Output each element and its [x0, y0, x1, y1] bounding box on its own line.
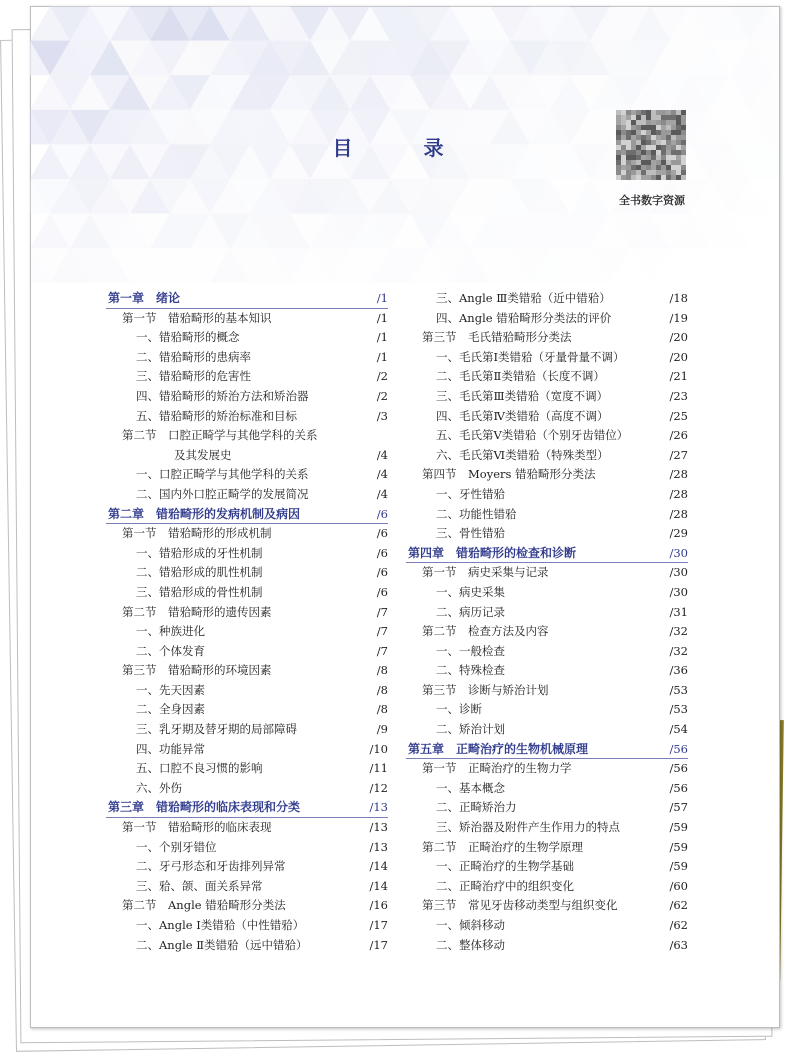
- toc-entry-page: /21: [669, 369, 688, 384]
- toc-entry-title: 第二章 错𬌗畸形的发病机制及病因: [108, 506, 301, 521]
- toc-entry-title: 一、一般检查: [436, 643, 505, 658]
- toc-entry-page: /32: [669, 643, 688, 658]
- toc-entry-page: /14: [369, 878, 388, 893]
- toc-item-row[interactable]: [106, 563, 388, 583]
- toc-section-row[interactable]: [106, 896, 388, 916]
- toc-item-row[interactable]: [406, 642, 688, 662]
- toc-section-row[interactable]: [406, 465, 688, 485]
- toc-section-row[interactable]: [106, 603, 388, 623]
- toc-entry-title: 第二节 口腔正畸学与其他学科的关系: [122, 428, 318, 443]
- toc-entry-title: 一、错𬌗畸形的概念: [136, 330, 240, 345]
- toc-item-row[interactable]: [106, 348, 388, 368]
- toc-item-row[interactable]: [406, 857, 688, 877]
- toc-item-row[interactable]: [106, 642, 388, 662]
- toc-entry-title: 一、个别牙错位: [136, 839, 217, 854]
- toc-entry-page: /4: [376, 467, 388, 482]
- toc-entry-page: /2: [376, 369, 388, 384]
- toc-entry-title: 二、特殊检查: [436, 663, 505, 678]
- toc-entry-title: 二、矫治计划: [436, 722, 505, 737]
- toc-item-row[interactable]: [406, 407, 688, 427]
- toc-entry-page: /20: [669, 330, 688, 345]
- toc-entry-page: /14: [369, 859, 388, 874]
- qr-label: 全书数字资源: [619, 194, 685, 207]
- toc-entry-page: /8: [376, 682, 388, 697]
- toc-item-row[interactable]: [406, 779, 688, 799]
- toc-entry-page: /8: [376, 663, 388, 678]
- toc-entry-page: /13: [369, 820, 388, 835]
- toc-entry-page: /29: [669, 526, 688, 541]
- toc-entry-title: 二、毛氏第Ⅱ类错𬌗（长度不调）: [436, 369, 605, 384]
- toc-entry-title: 第二节 正畸治疗的生物学原理: [422, 839, 583, 854]
- toc-entry-title: 一、诊断: [436, 702, 482, 717]
- toc-entry-title: 六、外伤: [136, 780, 182, 795]
- toc-entry-title: 二、全身因素: [136, 702, 205, 717]
- toc-entry-page: /27: [669, 447, 688, 462]
- toc-entry-title: 五、错𬌗畸形的矫治标准和目标: [136, 408, 297, 423]
- toc-entry-title: 第四节 Moyers 错𬌗畸形分类法: [422, 467, 596, 482]
- toc-entry-title: 第四章 错𬌗畸形的检查和诊断: [408, 545, 577, 560]
- toc-entry-title: 第三节 错𬌗畸形的环境因素: [122, 663, 272, 678]
- toc-entry-page: /56: [669, 741, 688, 756]
- toc-item-row[interactable]: [406, 309, 688, 329]
- toc-entry-page: /30: [669, 565, 688, 580]
- toc-entry-title: 第三章 错𬌗畸形的临床表现和分类: [108, 800, 301, 815]
- toc-item-row[interactable]: [406, 505, 688, 525]
- toc-entry-page: /16: [369, 898, 388, 913]
- toc-entry-title: 第一节 错𬌗畸形的临床表现: [122, 820, 272, 835]
- qr-code-icon[interactable]: [616, 110, 686, 180]
- toc-item-row[interactable]: [106, 857, 388, 877]
- toc-item-row[interactable]: [106, 328, 388, 348]
- toc-entry-page: /9: [376, 722, 388, 737]
- toc-entry-title: 三、错𬌗畸形的危害性: [136, 369, 251, 384]
- toc-entry-title: 及其发展史: [174, 447, 232, 462]
- toc-entry-title: 第一节 错𬌗畸形的形成机制: [122, 526, 272, 541]
- toc-item-row[interactable]: [406, 387, 688, 407]
- toc-item-row[interactable]: [106, 877, 388, 897]
- toc-entry-page: /59: [669, 820, 688, 835]
- toc-entry-title: 一、基本概念: [436, 780, 505, 795]
- toc-entry-page: /1: [376, 291, 388, 305]
- toc-entry-page: /6: [376, 584, 388, 599]
- toc-item-row[interactable]: [106, 485, 388, 505]
- toc-entry-page: /4: [376, 447, 388, 462]
- toc-entry-title: 二、错𬌗形成的肌性机制: [136, 565, 263, 580]
- toc-entry-title: 一、Angle Ⅰ类错𬌗（中性错𬌗）: [136, 918, 305, 932]
- toc-chapter-row[interactable]: [106, 505, 388, 525]
- toc-section-row[interactable]: [406, 896, 688, 916]
- toc-entry-title: 第一节 正畸治疗的生物力学: [422, 761, 572, 776]
- toc-item-row[interactable]: [106, 759, 388, 779]
- toc-entry-page: /8: [376, 702, 388, 717]
- toc-entry-page: /2: [376, 388, 388, 403]
- toc-item-row[interactable]: [406, 603, 688, 623]
- toc-entry-page: /6: [376, 565, 388, 580]
- toc-item-row[interactable]: [406, 289, 688, 309]
- toc-entry-title: 一、先天因素: [136, 682, 205, 697]
- toc-entry-title: 第三节 毛氏错𬌗畸形分类法: [422, 330, 572, 345]
- toc-item-row[interactable]: [106, 838, 388, 858]
- toc-entry-page: /20: [669, 349, 688, 364]
- toc-entry-title: 二、病历记录: [436, 604, 505, 619]
- page-title-text: 目 录: [332, 136, 476, 160]
- toc-entry-page: /1: [376, 310, 388, 325]
- toc-item-row[interactable]: [106, 720, 388, 740]
- toc-entry-page: /28: [669, 506, 688, 521]
- toc-entry-page: /1: [376, 349, 388, 364]
- toc-entry-page: /11: [369, 761, 388, 776]
- toc-entry-title: 第一章 绪论: [108, 291, 181, 305]
- toc-left-column: [106, 289, 388, 955]
- toc-entry-page: /56: [669, 780, 688, 795]
- toc-entry-page: /19: [669, 310, 688, 325]
- toc-item-row[interactable]: [106, 387, 388, 407]
- toc-entry-page: /28: [669, 467, 688, 482]
- toc-entry-page: /6: [376, 545, 388, 560]
- toc-entry-title: 五、口腔不良习惯的影响: [136, 761, 263, 776]
- toc-entry-title: 第五章 正畸治疗的生物机械原理: [408, 741, 589, 756]
- toc-entry-page: /23: [669, 388, 688, 403]
- toc-entry-title: 一、种族进化: [136, 624, 205, 639]
- toc-entry-page: /57: [669, 800, 688, 815]
- toc-entry-title: 一、倾斜移动: [436, 918, 505, 932]
- toc-entry-page: /26: [669, 428, 688, 443]
- toc-entry-page: /59: [669, 859, 688, 874]
- toc-item-row[interactable]: [106, 465, 388, 485]
- toc-item-row[interactable]: [106, 681, 388, 701]
- toc-page: [30, 6, 778, 1026]
- toc-item-row[interactable]: [406, 524, 688, 544]
- toc-entry-page: /53: [669, 702, 688, 717]
- toc-section-row[interactable]: [106, 661, 388, 681]
- toc-section-row[interactable]: [406, 681, 688, 701]
- toc-entry-page: /30: [669, 545, 688, 560]
- toc-entry-title: 第二节 检查方法及内容: [422, 624, 549, 639]
- toc-section-row[interactable]: [106, 524, 388, 544]
- toc-entry-page: /17: [369, 918, 388, 932]
- toc-entry-title: 四、毛氏第Ⅳ类错𬌗（高度不调）: [436, 408, 609, 423]
- toc-entry-page: /30: [669, 584, 688, 599]
- toc-entry-title: 三、矫治器及附件产生作用力的特点: [436, 820, 620, 835]
- toc-entry-page: /32: [669, 624, 688, 639]
- toc-entry-page: /62: [669, 898, 688, 913]
- toc-entry-page: /60: [669, 878, 688, 893]
- toc-item-row[interactable]: [106, 779, 388, 799]
- toc-item-row[interactable]: [106, 916, 388, 936]
- toc-section-row[interactable]: [406, 622, 688, 642]
- toc-entry-title: 三、骨性错𬌗: [436, 526, 505, 541]
- toc-entry-title: 六、毛氏第Ⅵ类错𬌗（特殊类型）: [436, 447, 609, 462]
- toc-entry-page: /28: [669, 486, 688, 501]
- toc-entry-title: 二、错𬌗畸形的患病率: [136, 349, 251, 364]
- toc-item-row[interactable]: [406, 936, 688, 956]
- toc-entry-page: /25: [669, 408, 688, 423]
- toc-item-row[interactable]: [106, 544, 388, 564]
- toc-item-row[interactable]: [406, 426, 688, 446]
- toc-entry-title: 一、正畸治疗的生物学基础: [436, 859, 574, 874]
- toc-entry-page: /3: [376, 408, 388, 423]
- toc-entry-title: 四、功能异常: [136, 741, 205, 756]
- toc-entry-page: /54: [669, 722, 688, 737]
- toc-item-row[interactable]: [406, 367, 688, 387]
- toc-item-row[interactable]: [106, 367, 388, 387]
- toc-entry-page: /6: [376, 526, 388, 541]
- toc-entry-title: 二、国内外口腔正畸学的发展简况: [136, 486, 309, 501]
- toc-entry-title: 第二节 错𬌗畸形的遗传因素: [122, 604, 272, 619]
- toc-item-row[interactable]: [406, 485, 688, 505]
- toc-entry-title: 二、功能性错𬌗: [436, 506, 517, 521]
- toc-entry-page: /31: [669, 604, 688, 619]
- toc-entry-page: /63: [669, 937, 688, 952]
- toc-item-row[interactable]: [106, 407, 388, 427]
- toc-entry-page: /13: [369, 800, 388, 815]
- toc-entry-page: /59: [669, 839, 688, 854]
- toc-item-row[interactable]: [406, 916, 688, 936]
- toc-right-column: [406, 289, 688, 955]
- toc-entry-title: 五、毛氏第Ⅴ类错𬌗（个别牙齿错位）: [436, 428, 629, 443]
- toc-entry-page: /12: [369, 780, 388, 795]
- toc-entry-title: 二、整体移动: [436, 937, 505, 952]
- toc-entry-title: 三、𬌗、颌、面关系异常: [136, 878, 263, 893]
- toc-section-row[interactable]: [406, 563, 688, 583]
- toc-entry-page: /56: [669, 761, 688, 776]
- toc-entry-page: /4: [376, 486, 388, 501]
- toc-item-row[interactable]: [406, 661, 688, 681]
- toc-item-row[interactable]: [106, 583, 388, 603]
- toc-section-row[interactable]: [406, 838, 688, 858]
- toc-entry-title: 第三节 诊断与矫治计划: [422, 682, 549, 697]
- toc-entry-title: 一、错𬌗形成的牙性机制: [136, 545, 263, 560]
- toc-entry-title: 三、毛氏第Ⅲ类错𬌗（宽度不调）: [436, 388, 609, 403]
- toc-entry-title: 一、口腔正畸学与其他学科的关系: [136, 467, 309, 482]
- toc-entry-page: /62: [669, 918, 688, 932]
- toc-item-row[interactable]: [106, 700, 388, 720]
- toc-entry-title: 第一节 病史采集与记录: [422, 565, 549, 580]
- toc-entry-title: 第二节 Angle 错𬌗畸形分类法: [122, 898, 286, 913]
- toc-section-row[interactable]: [106, 426, 388, 446]
- toc-item-row[interactable]: [406, 348, 688, 368]
- toc-entry-title: 三、乳牙期及替牙期的局部障碍: [136, 722, 297, 737]
- toc-section-row[interactable]: [106, 818, 388, 838]
- toc-item-row[interactable]: [406, 798, 688, 818]
- toc-entry-title: 三、错𬌗形成的骨性机制: [136, 584, 263, 599]
- toc-entry-title: 二、Angle Ⅱ类错𬌗（远中错𬌗）: [136, 937, 308, 952]
- toc-entry-page: /6: [376, 506, 388, 521]
- toc-chapter-row[interactable]: [106, 289, 388, 309]
- toc-entry-page: /53: [669, 682, 688, 697]
- toc-entry-page: /13: [369, 839, 388, 854]
- toc-item-row[interactable]: [406, 700, 688, 720]
- toc-item-row[interactable]: [106, 622, 388, 642]
- toc-cont-row[interactable]: [106, 446, 388, 466]
- toc-entry-page: /7: [376, 604, 388, 619]
- toc-item-row[interactable]: [406, 877, 688, 897]
- toc-entry-title: 第三节 常见牙齿移动类型与组织变化: [422, 898, 618, 913]
- toc-entry-page: /10: [369, 741, 388, 756]
- toc-section-row[interactable]: [406, 328, 688, 348]
- toc-entry-title: 第一节 错𬌗畸形的基本知识: [122, 310, 272, 325]
- toc-item-row[interactable]: [106, 936, 388, 956]
- toc-chapter-row[interactable]: [106, 798, 388, 818]
- toc-entry-page: /1: [376, 330, 388, 345]
- toc-section-row[interactable]: [106, 309, 388, 329]
- toc-entry-title: 四、Angle 错𬌗畸形分类法的评价: [436, 310, 612, 325]
- toc-entry-title: 四、错𬌗畸形的矫治方法和矫治器: [136, 388, 309, 403]
- toc-entry-page: /7: [376, 643, 388, 658]
- toc-entry-title: 二、正畸矫治力: [436, 800, 517, 815]
- toc-section-row[interactable]: [406, 759, 688, 779]
- toc-entry-page: /17: [369, 937, 388, 952]
- toc-entry-title: 一、毛氏第Ⅰ类错𬌗（牙量骨量不调）: [436, 349, 625, 364]
- toc-entry-page: /36: [669, 663, 688, 678]
- toc-item-row[interactable]: [106, 740, 388, 760]
- toc-entry-title: 一、牙性错𬌗: [436, 486, 505, 501]
- toc-entry-page: /7: [376, 624, 388, 639]
- toc-entry-page: /18: [669, 291, 688, 305]
- toc-entry-title: 二、个体发育: [136, 643, 205, 658]
- toc-item-row[interactable]: [406, 720, 688, 740]
- toc-chapter-row[interactable]: [406, 544, 688, 564]
- toc-entry-title: 二、正畸治疗中的组织变化: [436, 878, 574, 893]
- toc-chapter-row[interactable]: [406, 740, 688, 760]
- toc-entry-title: 三、Angle Ⅲ类错𬌗（近中错𬌗）: [436, 291, 611, 305]
- toc-item-row[interactable]: [406, 818, 688, 838]
- toc-item-row[interactable]: [406, 583, 688, 603]
- toc-item-row[interactable]: [406, 446, 688, 466]
- toc-entry-title: 一、病史采集: [436, 584, 505, 599]
- toc-entry-title: 二、牙弓形态和牙齿排列异常: [136, 859, 286, 874]
